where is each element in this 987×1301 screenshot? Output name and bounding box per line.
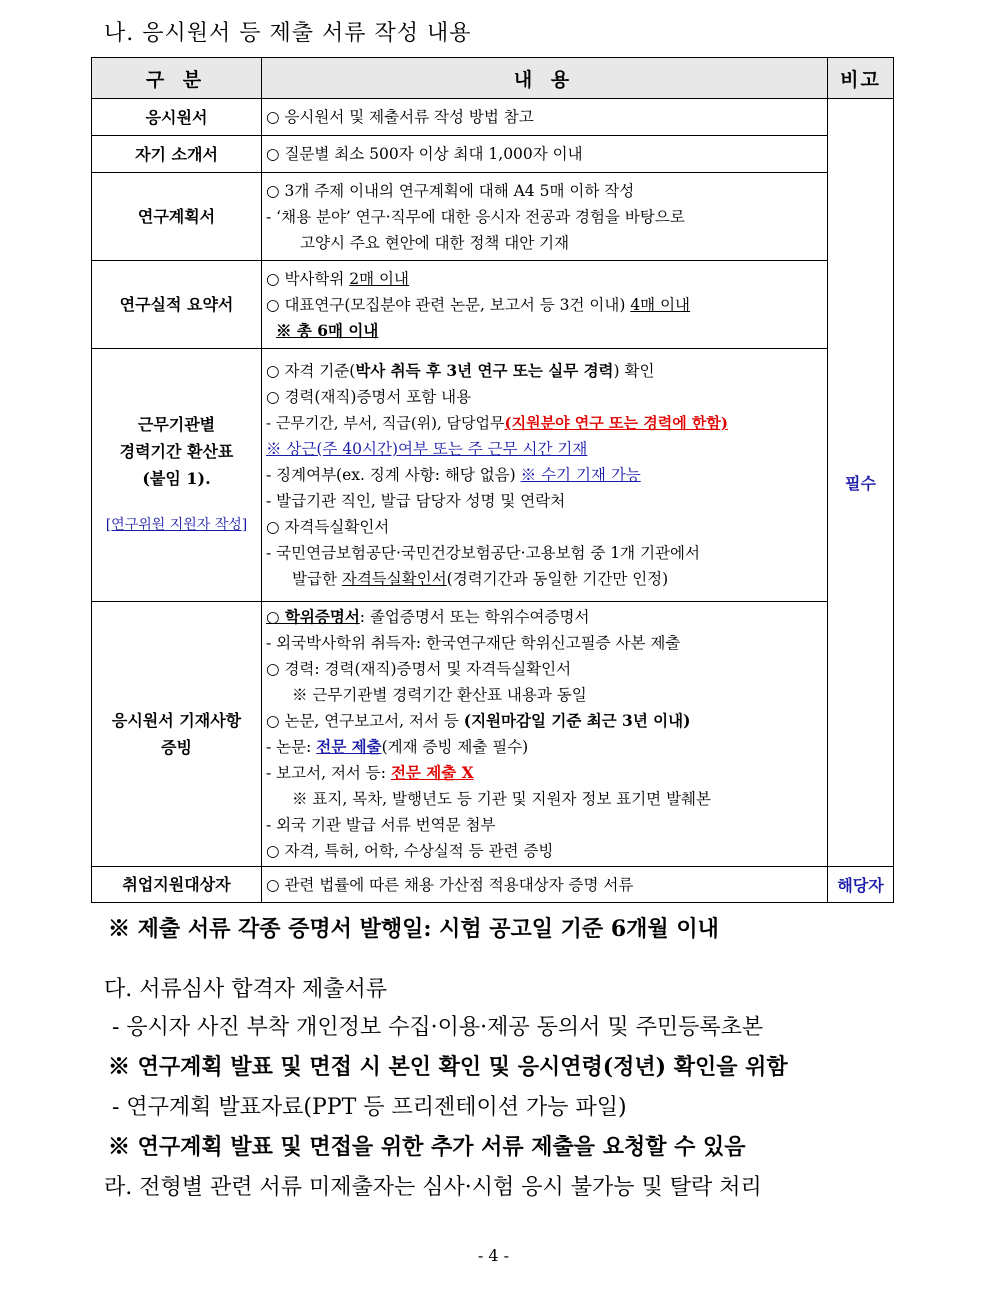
row-content: ○ 박사학위 2매 이내 ○ 대표연구(모집분야 관련 논문, 보고서 등 3건 이내) 4매 이내 ※ 총 6매 이내 [262,261,828,349]
section-ra: 라. 전형별 관련 서류 미제출자는 심사·시험 응시 불가능 및 탈락 처리 [104,1175,762,1200]
documents-table [91,57,894,903]
row-content: ○ 관련 법률에 따른 채용 가산점 적용대상자 증명 서류 [262,867,828,903]
row-category: 연구계획서 [92,173,262,261]
row-category: 응시원서 기재사항 증빙 [92,602,262,867]
row-category: 취업지원대상자 [92,867,262,903]
row-content: ○ 응시원서 및 제출서류 작성 방법 참고 [262,99,828,136]
table-row [92,173,894,261]
remark-required: 필수 [828,99,894,867]
table-row [92,99,894,136]
row-content: ○ 질문별 최소 500자 이상 최대 1,000자 이내 [262,136,828,173]
row-category: 근무기관별 경력기간 환산표 (붙임 1). [연구위원 지원자 작성] [92,349,262,602]
remark-applicable: 해당자 [828,867,894,903]
table-row [92,867,894,903]
section-da-line1: - 응시자 사진 부착 개인정보 수집·이용·제공 동의서 및 주민등록초본 [112,1015,764,1040]
header-category: 구 분 [92,58,262,99]
table-row [92,136,894,173]
header-remark: 비고 [828,58,894,99]
table-row [92,349,894,602]
table-row [92,602,894,867]
section-na-title: 나. 응시원서 등 제출 서류 작성 내용 [104,21,472,46]
row-category: 자기 소개서 [92,136,262,173]
row-content: ○ 학위증명서: 졸업증명서 또는 학위수여증명서 - 외국박사학위 취득자: 한국연구재단 학위신고필증 사본 제출 ○ 경력: 경력(재직)증명서 및 자격득실확인서 ※ 근무기관별 경력기간 환산표 내용과 동일 ○ 논문, 연구보고서, 저서 등 (지원마감일 기준 최근 3년 이내) - 논문: 전문 제출(게재 증빙 제출 필수) - 보고서, 저서 등: 전문 제출 X ※ 표지, 목차, 발행년도 등 기관 및 지원자 정보 표기면 발췌본 - 외국 기관 발급 서류 번역문 첨부 ○ 자격, 특허, 어학, 수상실적 등 관련 증빙 [262,602,828,867]
row-content: ○ 3개 주제 이내의 연구계획에 대해 A4 5매 이하 작성 - ‘채용 분야’ 연구·직무에 대한 응시자 전공과 경험을 바탕으로 고양시 주요 현안에 대한 정책 대안 기재 [262,173,828,261]
section-da-note1: ※ 연구계획 발표 및 면접 시 본인 확인 및 응시연령(정년) 확인을 위함 [108,1054,788,1080]
header-content: 내 용 [262,58,828,99]
page-number: - 4 - [477,1246,510,1265]
table-header-row [92,58,894,99]
row-category: 응시원서 [92,99,262,136]
row-content: ○ 자격 기준(박사 취득 후 3년 연구 또는 실무 경력) 확인 ○ 경력(재직)증명서 포함 내용 - 근무기간, 부서, 직급(위), 담당업무(지원분야 연구 또는 경력에 한함) ※ 상근(주 40시간)여부 또는 주 근무 시간 기재 - 징계여부(ex. 징계 사항: 해당 없음) ※ 수기 기재 가능 - 발급기관 직인, 발급 담당자 성명 및 연락처 ○ 자격득실확인서 - 국민연금보험공단·국민건강보험공단·고용보험 중 1개 기관에서 발급한 자격득실확인서(경력기간과 동일한 기간만 인정) [262,349,828,602]
row-category: 연구실적 요약서 [92,261,262,349]
table-row [92,261,894,349]
issue-date-note: ※ 제출 서류 각종 증명서 발행일: 시험 공고일 기준 6개월 이내 [108,916,719,942]
section-da-line2: - 연구계획 발표자료(PPT 등 프리젠테이션 가능 파일) [112,1095,627,1120]
category-note: [연구위원 지원자 작성] [105,517,248,533]
section-da-note2: ※ 연구계획 발표 및 면접을 위한 추가 서류 제출을 요청할 수 있음 [108,1134,746,1160]
section-da-title: 다. 서류심사 합격자 제출서류 [104,977,387,1002]
